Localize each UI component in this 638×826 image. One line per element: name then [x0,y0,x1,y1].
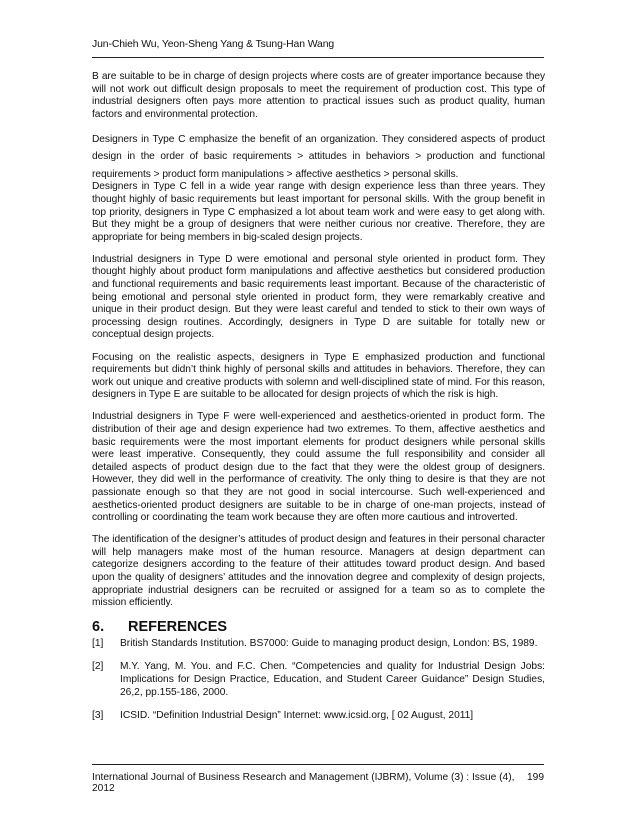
reference-item [92,637,545,650]
paragraph-type-b-cont: B are suitable to be in charge of design projects where costs are of greater importance because they will not work out difficult design proposals to meet the requirement of production cost. This type of industrial designers often pays more attention to practical issues such as product quality, human factors and environmental protection. [92,71,545,120]
section-title: REFERENCES [128,619,228,636]
header-rule [92,57,544,58]
reference-text: M.Y. Yang, M. You. and F.C. Chen. “Competencies and quality for Industrial Design Jobs: Implications for Design Practice, Education, and Student Career Guidance” Design Studies, 26,2, pp.155-186, 2000. [120,661,545,699]
paragraph-type-c: Designers in Type C fell in a wide year range with design experience less than three years. They thought highly of basic requirements but least important for personal skills. With the group benefit in top priority, designers in Type C emphasized a lot about team work and were easy to get along with. But they might be a group of designers that were neither curious nor creative. Therefore, they are appropriate for being members in big-scaled design projects. [92,181,545,243]
paragraph-type-d: Industrial designers in Type D were emotional and personal style oriented in product form. They thought highly about product form manipulations and affective aesthetics but considered production and functional requirements and basic requirements least important. Because of the characteristic of being emotional and personal style oriented in product form, they were remarkably creative and unique in their product design. But they were least careful and tended to stick to their own ways of processing design routines. Accordingly, designers in Type D are suitable for totally new or conceptual design projects. [92,253,545,341]
body-text [92,71,545,732]
footer-rule [92,764,544,765]
references-heading [92,619,545,635]
reference-number: [2] [92,661,104,673]
paragraph-type-e: Focusing on the realistic aspects, designers in Type E emphasized production and functional requirements but didn’t think highly of personal skills and attitudes in behaviors. Therefore, they can work out unique and creative products with solemn and well-disciplined state of mind. For this reason, designers in Type E are suitable to be allocated for design projects of which the risk is high. [92,351,545,401]
section-number: 6. [92,619,105,636]
footer [92,772,544,794]
paragraph-type-f: Industrial designers in Type F were well-experienced and aesthetics-oriented in product form. The distribution of their age and design experience had two extremes. To them, affective aesthetics and basic requirements were the most important elements for product designers while personal skills were least imperative. Consequently, they could assume the full responsibility and consider all detailed aspects of product design due to the fact that they were the oldest group of designers. However, they did well in the performance of creativity. The only thing to desire is that they are not passionate enough so that they are not good in social intercourse. Such well-experienced and aesthetics-oriented product designers are suitable to be in charge of one-man projects, instead of controlling or coordinating the team work because they are often more cautious and introverted. [92,411,545,524]
reference-text: British Standards Institution. BS7000: Guide to managing product design, London: BS, 1989. [120,638,538,650]
reference-item [92,709,545,722]
reference-text: ICSID. “Definition Industrial Design” Internet: www.icsid.org, [ 02 August, 2011] [120,710,474,722]
running-head-authors: Jun-Chieh Wu, Yeon-Sheng Yang & Tsung-Han Wang [92,39,335,50]
page-number: 199 [527,772,544,783]
reference-number: [3] [92,710,104,722]
paragraph-type-c-order: Designers in Type C emphasize the benefit of an organization. They considered aspects of product design in the order of basic requirements > attitudes in behaviors > production and functional requirements > product form manipulations > affective aesthetics > personal skills. [92,133,545,180]
reference-item [92,660,545,699]
reference-number: [1] [92,638,104,650]
journal-citation: International Journal of Business Research and Management (IJBRM), Volume (3) : Issue (4), 2012 [92,772,515,794]
paragraph-identification: The identification of the designer’s attitudes of product design and features in their personal character will help managers make most of the human resource. Managers at design department can categorize designers according to the feature of their attitudes toward product design. And based upon the quality of designers’ attitudes and the innovation degree and complexity of design projects, appropriate industrial designers can be recruited or assigned for a team so as to complete the mission efficiently. [92,534,545,609]
